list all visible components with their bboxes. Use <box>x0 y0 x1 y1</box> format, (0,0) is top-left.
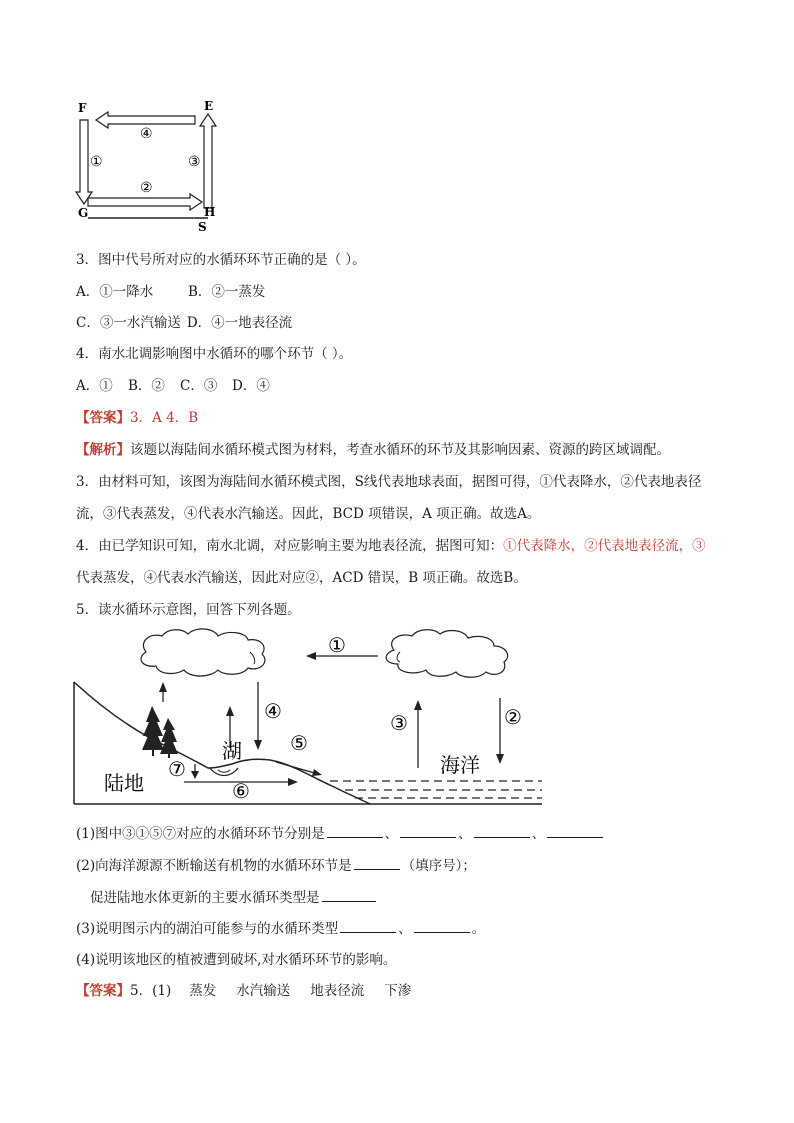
arrow-5 <box>276 762 318 774</box>
q5-sub2-note: （填序号）； <box>401 858 476 874</box>
label-n2: ② <box>504 705 522 729</box>
sep-2: 、 <box>458 826 472 842</box>
q4-option-a[interactable]: A．① <box>76 378 113 394</box>
answer-5-lead: 5．(1) <box>130 983 172 999</box>
q5-sub1 <box>76 823 605 844</box>
label-n6: ⑥ <box>232 779 250 803</box>
label-E: E <box>204 100 214 113</box>
answer-5-a4: 下渗 <box>384 983 412 999</box>
answer-5-a3: 地表径流 <box>310 983 365 999</box>
q3-option-d[interactable]: D．④一地表径流 <box>186 315 293 331</box>
q5-sub2b <box>90 887 378 908</box>
sep-1: 、 <box>384 826 399 842</box>
answer-3-4 <box>76 408 198 428</box>
blank-8[interactable] <box>414 918 470 933</box>
blank-2[interactable] <box>400 823 456 838</box>
cloud-left-icon <box>141 629 265 676</box>
label-ocean: 海洋 <box>440 753 480 777</box>
q5-sub1-text: (1)图中③①⑤⑦对应的水循环环节分别是 <box>76 826 325 842</box>
q3-option-a[interactable]: A．①一降水 <box>76 284 154 300</box>
label-n4: ④ <box>264 699 282 723</box>
analysis-tag: 【解析】 <box>76 442 130 458</box>
analysis-p4-lead: 4．由已学知识可知，南水北调，对应影响主要为地表径流，据图可知： <box>76 538 504 554</box>
q5-sub2b-text: 促进陆地水体更新的主要水循环类型是 <box>90 890 320 906</box>
answer-text: 3．A 4．B <box>130 410 199 426</box>
label-n5: ⑤ <box>290 731 308 755</box>
analysis-p3-line2: 流，③代表蒸发，④代表水汽输送。因此，BCD 项错误，A 项正确。故选A。 <box>76 506 541 522</box>
blank-5[interactable] <box>354 855 400 870</box>
blank-6[interactable] <box>322 887 376 902</box>
analysis-intro <box>76 440 670 460</box>
answer-tag: 【答案】 <box>76 410 130 426</box>
label-n1: ① <box>328 633 346 657</box>
figure-water-cycle-box <box>70 100 240 235</box>
label-F: F <box>78 101 87 115</box>
label-arrow-3: ③ <box>188 154 201 170</box>
q3-option-b[interactable]: B．②一蒸发 <box>188 284 266 300</box>
q3-stem: 3．图中代号所对应的水循环环节正确的是（ ）。 <box>76 252 366 268</box>
q4-option-b[interactable]: B．② <box>128 378 165 394</box>
answer-5-tag: 【答案】 <box>76 983 130 999</box>
arrow-3 <box>200 114 216 208</box>
blank-3[interactable] <box>474 823 530 838</box>
sep-4: 、 <box>398 921 412 937</box>
label-S: S <box>198 220 207 234</box>
q5-sub2-text: (2)向海洋源源不断输送有机物的水循环环节是 <box>76 858 352 874</box>
blank-4[interactable] <box>547 823 603 838</box>
blank-7[interactable] <box>340 918 396 933</box>
figure-water-cycle-schematic <box>70 626 550 810</box>
cloud-right-icon <box>386 630 508 678</box>
q5-sub3-end: 。 <box>471 921 486 937</box>
tree-icon <box>142 706 178 758</box>
label-arrow-2: ② <box>140 180 153 196</box>
q3-options-ab <box>76 282 265 302</box>
analysis-p3-line1: 3．由材料可知，该图为海陆间水循环模式图，S线代表地球表面，据图可得，①代表降水，②代表地表径 <box>76 474 702 490</box>
arrow-2 <box>88 194 202 210</box>
q5-sub4: (4)说明该地区的植被遭到破坏,对水循环环节的影响。 <box>76 952 397 968</box>
label-land: 陆地 <box>104 771 144 795</box>
answer-5-a2: 水汽输送 <box>236 983 291 999</box>
q4-option-d[interactable]: D．④ <box>232 378 270 394</box>
label-lake: 湖 <box>222 739 242 763</box>
q4-options <box>76 376 270 396</box>
label-H: H <box>204 205 216 219</box>
q3-option-c[interactable]: C．③一水汽输送 <box>76 315 181 331</box>
sep-3: 、 <box>531 826 546 842</box>
q5-sub2 <box>76 855 476 876</box>
q5-sub3-text: (3)说明图示内的湖泊可能参与的水循环类型 <box>76 921 339 937</box>
lake-water <box>218 770 230 772</box>
label-arrow-4: ④ <box>140 126 153 142</box>
answer-5 <box>76 981 411 1001</box>
q3-options-cd <box>76 313 292 333</box>
answer-5-a1: 蒸发 <box>189 983 217 999</box>
q5-stem: 5．读水循环示意图，回答下列各题。 <box>76 602 301 618</box>
blank-1[interactable] <box>327 823 383 838</box>
label-n3: ③ <box>390 711 408 735</box>
q4-option-c[interactable]: C．③ <box>180 378 218 394</box>
analysis-text: 该题以海陆间水循环模式图为材料，考查水循环的环节及其影响因素、资源的跨区域调配。 <box>130 442 670 458</box>
q4-stem: 4．南水北调影响图中水循环的哪个环节（ ）。 <box>76 346 353 362</box>
analysis-p4-line1 <box>76 536 706 556</box>
analysis-p4-highlight: ①代表降水，②代表地表径流，③ <box>503 538 706 554</box>
q5-sub3 <box>76 918 485 939</box>
label-arrow-1: ① <box>90 154 103 170</box>
label-n7: ⑦ <box>168 757 186 781</box>
analysis-p4-line2: 代表蒸发，④代表水汽输送，因此对应②，ACD 错误，B 项正确。故选B。 <box>76 570 527 586</box>
label-G: G <box>78 206 89 220</box>
